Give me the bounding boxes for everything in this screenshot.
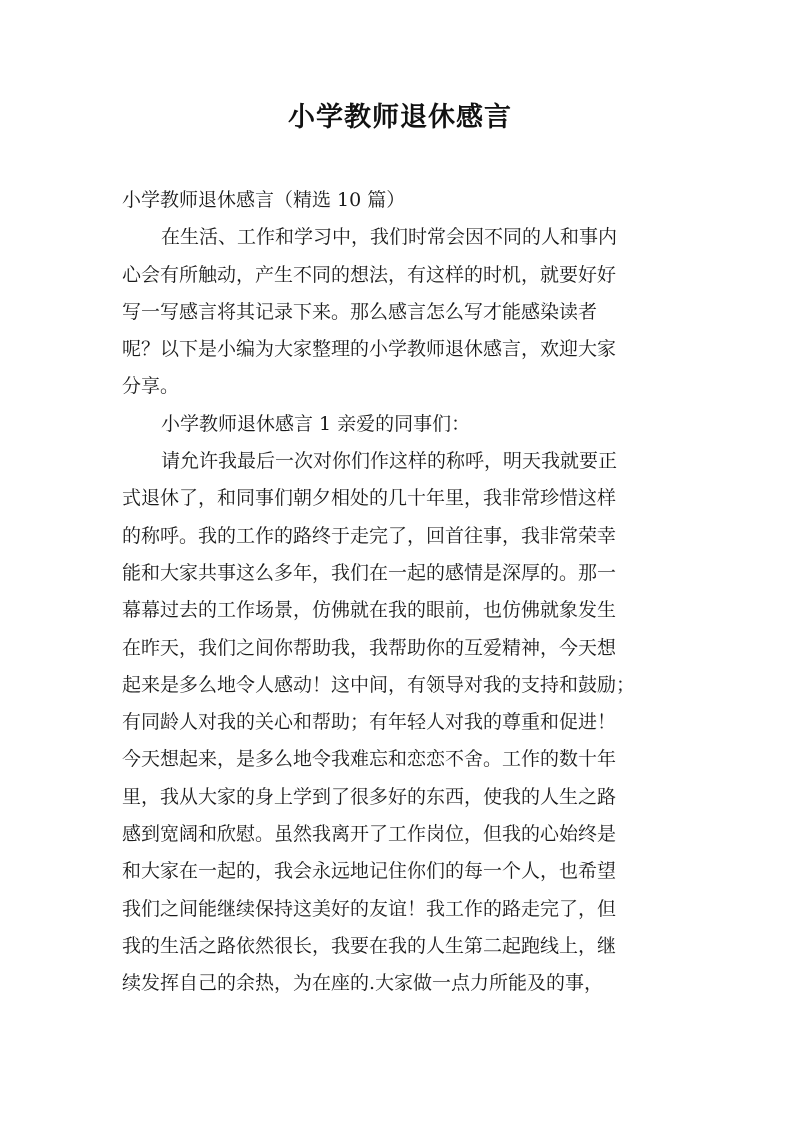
paragraph-line: 和大家在一起的，我会永远地记住你们的每一个人，也希望 — [122, 860, 617, 883]
paragraph-line: 写一写感言将其记录下来。那么感言怎么写才能感染读者 — [122, 300, 598, 323]
intro-heading-line: 小学教师退休感言（精选 10 篇） — [122, 189, 406, 211]
paragraph-line: 有同龄人对我的关心和帮助；有年轻人对我的尊重和促进！ — [122, 711, 617, 734]
paragraph-line: 心会有所触动，产生不同的想法，有这样的时机，就要好好 — [122, 263, 617, 286]
paragraph-line: 在昨天，我们之间你帮助我，我帮助你的互爱精神，今天想 — [122, 636, 617, 659]
document-body — [122, 182, 700, 1003]
paragraph-line: 我的生活之路依然很长，我要在我的人生第二起跑线上，继 — [122, 934, 617, 957]
paragraph-line: 的称呼。我的工作的路终于走完了，回首往事，我非常荣幸 — [122, 524, 617, 547]
paragraph-line: 续发挥自己的余热，为在座的.大家做一点力所能及的事， — [122, 972, 604, 995]
paragraph-line: 感到宽阔和欣慰。虽然我离开了工作岗位，但我的心始终是 — [122, 823, 617, 846]
section-heading-line: 小学教师退休感言 1 亲爱的同事们： — [161, 412, 471, 435]
paragraph-line: 能和大家共事这么多年，我们在一起的感情是深厚的。那一 — [122, 561, 617, 584]
paragraph-line: 在生活、工作和学习中，我们时常会因不同的人和事内 — [161, 226, 618, 249]
paragraph-line: 式退休了，和同事们朝夕相处的几十年里，我非常珍惜这样 — [122, 487, 617, 510]
paragraph-line: 幕幕过去的工作场景，仿佛就在我的眼前，也仿佛就象发生 — [122, 599, 617, 622]
paragraph-line: 分享。 — [122, 375, 180, 398]
paragraph-line: 里，我从大家的身上学到了很多好的东西，使我的人生之路 — [122, 785, 617, 808]
paragraph-line: 起来是多么地令人感动！这中间，有领导对我的支持和鼓励； — [122, 673, 636, 696]
document-title: 小学教师退休感言 — [288, 102, 512, 133]
paragraph-line: 今天想起来，是多么地令我难忘和恋恋不舍。工作的数十年 — [122, 748, 617, 771]
paragraph-line: 呢？以下是小编为大家整理的小学教师退休感言，欢迎大家 — [122, 338, 617, 361]
paragraph-line: 我们之间能继续保持这美好的友谊！我工作的路走完了，但 — [122, 897, 617, 920]
paragraph-line: 请允许我最后一次对你们作这样的称呼，明天我就要正 — [161, 450, 618, 473]
